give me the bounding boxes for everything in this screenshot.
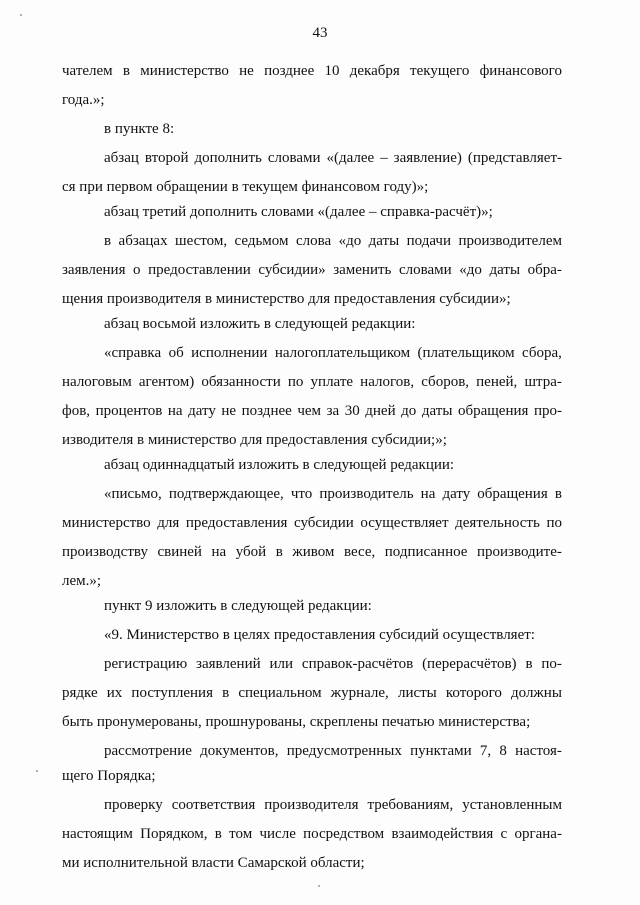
word: предоставления	[185, 515, 288, 531]
word: дату	[442, 486, 471, 502]
word: настоящим	[62, 826, 133, 842]
word: обращения	[457, 403, 529, 419]
word: на	[167, 403, 183, 419]
word: заявлений	[196, 656, 261, 672]
word: абзац	[104, 150, 139, 166]
word: текущего	[410, 63, 470, 79]
word: регистрацию	[104, 656, 188, 672]
text-line	[104, 232, 562, 250]
word: документов,	[200, 743, 279, 759]
word: свиней	[157, 544, 202, 560]
word: чем	[297, 403, 322, 419]
text-line: щения производителя в министерство для предоставления субсидии»;	[62, 291, 511, 307]
word: субсидии	[294, 515, 354, 531]
word: про-	[533, 403, 562, 419]
word: производите-	[476, 544, 562, 560]
word: что	[290, 486, 313, 502]
text-line: изводителя в министерство для предоставления субсидии;»;	[62, 432, 447, 448]
word: осуществляет	[360, 515, 449, 531]
word: дополнить	[194, 150, 262, 166]
word: заменить	[333, 262, 392, 278]
word: обра-	[527, 262, 562, 278]
word: об	[168, 345, 184, 361]
word: штра-	[524, 374, 562, 390]
text-line: абзац одиннадцатый изложить в следующей редакции:	[104, 457, 455, 473]
text-line: лем.»;	[62, 573, 102, 589]
word: «справка	[104, 345, 162, 361]
word: словами	[267, 150, 321, 166]
text-line	[104, 344, 562, 362]
word: которого	[445, 685, 502, 701]
word: седьмом	[234, 233, 289, 249]
word: предусмотренных	[286, 743, 402, 759]
word: финансового	[479, 63, 562, 79]
text-line	[62, 402, 562, 420]
word: настоя-	[515, 743, 562, 759]
word: налоговым	[62, 374, 132, 390]
word: проверку	[104, 797, 163, 813]
word: пеней,	[476, 374, 518, 390]
word: заявления	[62, 262, 126, 278]
word: 30	[344, 403, 360, 419]
word: обращения	[477, 486, 548, 502]
word: производству	[62, 544, 148, 560]
word: налогоплательщиком	[274, 345, 411, 361]
text-line: «9. Министерство в целях предоставления субсидий осуществляет:	[104, 627, 535, 643]
word: по-	[541, 656, 562, 672]
text-line: быть пронумерованы, прошнурованы, скреплены печатью министерства;	[62, 714, 531, 730]
text-line: щего Порядка;	[62, 768, 156, 784]
word: «(далее	[326, 150, 375, 166]
word: числе	[259, 826, 296, 842]
word: журнале,	[330, 685, 389, 701]
text-line: года.»;	[62, 92, 105, 108]
word: рядке	[62, 685, 98, 701]
text-line: пункт 9 изложить в следующей редакции:	[104, 598, 372, 614]
text-line	[62, 261, 562, 279]
word: не	[239, 63, 254, 79]
word: или	[269, 656, 294, 672]
text-line	[62, 825, 562, 843]
word: посредством	[303, 826, 385, 842]
word: органа-	[514, 826, 562, 842]
word: в	[525, 656, 533, 672]
word: исполнении	[191, 345, 268, 361]
word: налогов,	[360, 374, 415, 390]
word: процентов	[95, 403, 163, 419]
word: предоставлении	[148, 262, 251, 278]
word: за	[326, 403, 340, 419]
word: рассмотрение	[104, 743, 192, 759]
word: «письмо,	[104, 486, 162, 502]
word: требованиям,	[367, 797, 454, 813]
word: (представляет-	[467, 150, 562, 166]
word: даты	[368, 233, 400, 249]
word: специальном	[238, 685, 322, 701]
word: живом	[292, 544, 335, 560]
text-line	[104, 655, 562, 673]
page-number: 43	[312, 25, 328, 41]
text-line	[62, 684, 562, 702]
word: в	[104, 233, 112, 249]
text-line	[62, 373, 562, 391]
word: декабря	[349, 63, 400, 79]
text-line: ся при первом обращении в текущем финансовом году)»;	[62, 179, 429, 195]
word: даты	[489, 262, 521, 278]
word: на	[211, 544, 227, 560]
word: справок-расчётов	[301, 656, 414, 672]
text-line: в пункте 8:	[104, 121, 175, 137]
word: деятельность	[455, 515, 540, 531]
word: подачи	[406, 233, 451, 249]
word: обязанности	[201, 374, 281, 390]
word: производитель	[319, 486, 414, 502]
word: том	[229, 826, 253, 842]
word: Порядком,	[140, 826, 208, 842]
word: по	[546, 515, 562, 531]
word: позднее	[241, 403, 292, 419]
word: в	[214, 826, 222, 842]
word: сбора,	[522, 345, 562, 361]
text-line	[104, 149, 562, 167]
word: в	[554, 486, 562, 502]
word: взаимодействия	[391, 826, 494, 842]
word: в	[275, 544, 283, 560]
word: должны	[511, 685, 562, 701]
word: агентом)	[138, 374, 195, 390]
word: листы	[397, 685, 437, 701]
word: на	[420, 486, 436, 502]
word: не	[221, 403, 237, 419]
word: министерство	[62, 515, 151, 531]
word: убой	[235, 544, 267, 560]
word: установленным	[462, 797, 562, 813]
word: субсидии»	[258, 262, 326, 278]
word: 7,	[479, 743, 492, 759]
word: производителем	[458, 233, 562, 249]
word: шестом,	[175, 233, 228, 249]
word: весе,	[343, 544, 376, 560]
scan-speck	[318, 885, 320, 887]
word: (плательщиком	[417, 345, 515, 361]
word: 8	[499, 743, 507, 759]
word: «до	[338, 233, 362, 249]
word: «до	[459, 262, 482, 278]
word: до	[401, 403, 417, 419]
word: министерство	[140, 63, 229, 79]
text-line	[62, 514, 562, 532]
word: (перерасчётов)	[422, 656, 517, 672]
scan-speck	[36, 770, 38, 772]
text-line	[104, 796, 562, 814]
word: поступления	[131, 685, 213, 701]
word: позднее	[264, 63, 315, 79]
word: словами	[398, 262, 452, 278]
text-line: абзац третий дополнить словами «(далее – справка-расчёт)»;	[104, 204, 493, 220]
word: фов,	[62, 403, 91, 419]
word: производителя	[264, 797, 359, 813]
text-line	[104, 485, 562, 503]
word: с	[500, 826, 508, 842]
word: соответствия	[171, 797, 256, 813]
word: для	[157, 515, 180, 531]
text-line	[104, 742, 562, 760]
word: слова	[295, 233, 332, 249]
word: в	[222, 685, 230, 701]
word: по	[287, 374, 304, 390]
word: их	[106, 685, 123, 701]
word: даты	[421, 403, 453, 419]
text-line: абзац восьмой изложить в следующей редакции:	[104, 316, 416, 332]
word: в	[122, 63, 131, 79]
word: уплате	[310, 374, 354, 390]
word: подписанное	[384, 544, 468, 560]
text-line	[62, 543, 562, 561]
word: абзацах	[118, 233, 168, 249]
word: дней	[365, 403, 396, 419]
word: сборов,	[421, 374, 470, 390]
word: дату	[188, 403, 216, 419]
word: о	[133, 262, 141, 278]
text-line: ми исполнительной власти Самарской области;	[62, 855, 365, 871]
word: пунктами	[410, 743, 472, 759]
word: 10	[324, 63, 340, 79]
text-line	[62, 62, 562, 80]
scan-speck	[20, 14, 22, 16]
word: чателем	[62, 63, 113, 79]
word: заявление)	[393, 150, 462, 166]
word: подтверждающее,	[168, 486, 284, 502]
word: второй	[144, 150, 189, 166]
word: –	[380, 150, 388, 166]
